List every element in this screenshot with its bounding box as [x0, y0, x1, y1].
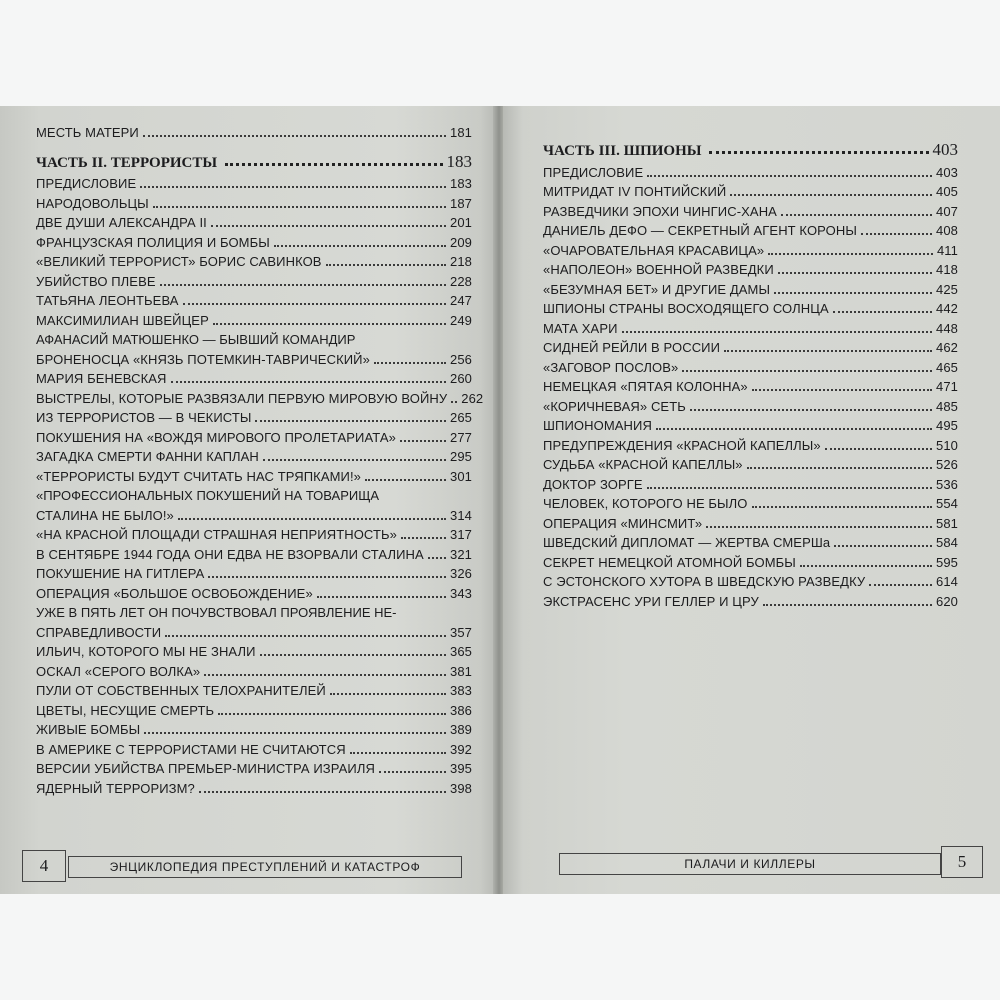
dot-leader [374, 362, 446, 364]
toc-entry-title: «ЗАГОВОР ПОСЛОВ» [543, 359, 679, 375]
toc-entry-title: ШПИОНОМАНИЯ [543, 418, 652, 433]
toc-entry-page: 314 [450, 507, 472, 523]
toc-entry-page: 277 [450, 429, 472, 445]
toc-entry-title: УБИЙСТВО ПЛЕВЕ [36, 273, 156, 289]
dot-leader [255, 420, 446, 422]
toc-entry [36, 388, 484, 408]
toc-entry-title: МАТА ХАРИ [543, 320, 618, 336]
toc-entry-title-line: АФАНАСИЙ МАТЮШЕНКО — БЫВШИЙ КОМАНДИР [36, 331, 356, 347]
toc-entry [543, 377, 958, 397]
toc-entry-page: 554 [936, 496, 958, 511]
dot-leader [401, 537, 446, 539]
toc-entry-page: 228 [450, 273, 472, 289]
dot-leader [622, 331, 932, 333]
toc-entry-title: ЖИВЫЕ БОМБЫ [36, 722, 141, 737]
toc-entry [36, 583, 472, 603]
dot-leader [768, 253, 933, 255]
toc-entry [36, 642, 472, 662]
dot-leader [165, 635, 446, 637]
toc-entry [36, 466, 472, 486]
toc-entry-page: 442 [936, 301, 958, 316]
dot-leader [178, 518, 446, 520]
dot-leader [379, 771, 446, 773]
dot-leader [260, 654, 446, 656]
toc-entry-page: 407 [936, 203, 958, 219]
toc-entry-page: 209 [450, 234, 472, 250]
dot-leader [326, 264, 446, 266]
toc-entry-page: 485 [936, 398, 958, 414]
toc-entry-title: ИЗ ТЕРРОРИСТОВ — В ЧЕКИСТЫ [36, 410, 252, 425]
dot-leader [682, 370, 932, 372]
toc-entry-page: 403 [936, 164, 958, 180]
toc-entry-title: «ТЕРРОРИСТЫ БУДУТ СЧИТАТЬ НАС ТРЯПКАМИ!» [36, 468, 362, 484]
toc-entry [543, 260, 958, 280]
toc-entry-page: 471 [936, 379, 958, 394]
toc-entry [36, 525, 472, 545]
toc-entry-page: 510 [936, 437, 958, 453]
toc-entry-page: 411 [936, 242, 958, 258]
toc-entry [36, 603, 472, 642]
toc-entry-title: СУДЬБА «КРАСНОЙ КАПЕЛЛЫ» [543, 457, 743, 472]
toc-entry-title: МАРИЯ БЕНЕВСКАЯ [36, 371, 167, 386]
part-heading [36, 144, 472, 172]
toc-entry-page: 398 [450, 780, 472, 796]
dot-leader [225, 163, 442, 166]
toc-entry-title: МЕСТЬ МАТЕРИ [36, 124, 139, 140]
toc-entry-title: СПРАВЕДЛИВОСТИ [36, 624, 162, 640]
toc-entry-page: 425 [936, 281, 958, 297]
toc-entry-page: 295 [450, 449, 472, 464]
toc-entry [543, 416, 958, 436]
left-page-number: 4 [22, 850, 66, 882]
dot-leader [833, 311, 932, 313]
toc-entry-page: 343 [450, 585, 472, 601]
dot-leader [317, 596, 446, 598]
toc-entry [36, 122, 472, 142]
toc-entry-title: ОПЕРАЦИЯ «БОЛЬШОЕ ОСВОБОЖДЕНИЕ» [36, 585, 313, 601]
toc-entry-page: 383 [450, 683, 472, 698]
toc-entry-page: 395 [450, 761, 472, 776]
toc-entry-page: 620 [936, 593, 958, 609]
toc-entry-page: 326 [450, 566, 472, 581]
dot-leader [208, 576, 446, 578]
dot-leader [263, 459, 446, 461]
dot-leader [690, 409, 932, 411]
toc-entry-page: 183 [450, 176, 472, 191]
toc-entry [36, 310, 472, 330]
toc-entry [543, 494, 958, 514]
toc-entry-title: ТАТЬЯНА ЛЕОНТЬЕВА [36, 293, 179, 308]
toc-entry [543, 533, 958, 553]
toc-entry [36, 193, 472, 213]
toc-entry [36, 369, 472, 389]
toc-entry-page: 386 [450, 702, 472, 718]
toc-entry [36, 700, 472, 720]
right-toc [543, 130, 958, 611]
dot-leader [204, 674, 446, 676]
toc-entry-title: ОСКАЛ «СЕРОГО ВОЛКА» [36, 663, 201, 679]
toc-entry [543, 201, 958, 221]
toc-entry-page: 256 [450, 351, 472, 367]
toc-entry-title: В АМЕРИКЕ С ТЕРРОРИСТАМИ НЕ СЧИТАЮТСЯ [36, 741, 346, 757]
toc-entry-page: 381 [450, 663, 472, 679]
toc-entry [543, 240, 958, 260]
toc-entry-title: ЭКСТРАСЕНС УРИ ГЕЛЛЕР И ЦРУ [543, 593, 759, 609]
toc-entry-title: ПУЛИ ОТ СОБСТВЕННЫХ ТЕЛОХРАНИТЕЛЕЙ [36, 683, 326, 698]
toc-entry [543, 162, 958, 182]
toc-entry-title: ИЛЬИЧ, КОТОРОГО МЫ НЕ ЗНАЛИ [36, 644, 256, 659]
dot-leader [869, 584, 932, 586]
toc-entry [543, 513, 958, 533]
dot-leader [365, 479, 446, 481]
dot-leader [778, 272, 932, 274]
toc-entry-page: 365 [450, 644, 472, 659]
toc-entry-page: 317 [450, 527, 472, 542]
toc-entry-title: МАКСИМИЛИАН ШВЕЙЦЕР [36, 312, 209, 328]
toc-entry [36, 427, 472, 447]
dot-leader [428, 557, 446, 559]
toc-entry-row [36, 505, 472, 525]
dot-leader [656, 428, 932, 430]
toc-entry-title: ПОКУШЕНИЯ НА «ВОЖДЯ МИРОВОГО ПРОЛЕТАРИАТА» [36, 429, 396, 445]
part-heading-page: 183 [446, 151, 472, 171]
dot-leader [706, 526, 932, 528]
toc-entry-title: ЯДЕРНЫЙ ТЕРРОРИЗМ? [36, 780, 195, 796]
toc-entry-title: «ОЧАРОВАТЕЛЬНАЯ КРАСАВИЦА» [543, 242, 765, 258]
toc-entry-title: ПРЕДИСЛОВИЕ [36, 176, 137, 191]
toc-entry [543, 474, 958, 494]
toc-entry [36, 252, 472, 272]
dot-leader [218, 713, 446, 715]
dot-leader [183, 303, 446, 305]
toc-entry [543, 572, 958, 592]
toc-entry-title: «НА КРАСНОЙ ПЛОЩАДИ СТРАШНАЯ НЕПРИЯТНОСТЬ» [36, 527, 397, 542]
toc-entry [36, 330, 472, 369]
toc-entry [543, 338, 958, 358]
toc-entry-title: С ЭСТОНСКОГО ХУТОРА В ШВЕДСКУЮ РАЗВЕДКУ [543, 574, 866, 589]
toc-entry-page: 201 [450, 215, 472, 230]
dot-leader [144, 732, 446, 734]
toc-entry-page: 181 [450, 124, 472, 140]
dot-leader [160, 284, 446, 286]
toc-entry-title: ДАНИЕЛЬ ДЕФО — СЕКРЕТНЫЙ АГЕНТ КОРОНЫ [543, 223, 857, 238]
dot-leader [400, 440, 446, 442]
toc-entry [543, 299, 958, 319]
toc-entry-page: 408 [936, 223, 958, 238]
toc-entry-title: НАРОДОВОЛЬЦЫ [36, 195, 149, 211]
toc-entry-title: СТАЛИНА НЕ БЫЛО!» [36, 507, 174, 523]
part-heading [543, 132, 958, 160]
toc-entry [36, 544, 472, 564]
dot-leader [834, 545, 932, 547]
toc-entry-page: 448 [936, 320, 958, 336]
right-running-footer: ПАЛАЧИ И КИЛЛЕРЫ [559, 853, 941, 875]
toc-entry-page: 584 [936, 535, 958, 550]
dot-leader [143, 135, 446, 137]
toc-entry-title-line: УЖЕ В ПЯТЬ ЛЕТ ОН ПОЧУВСТВОВАЛ ПРОЯВЛЕНИЕ НЕ- [36, 604, 397, 620]
toc-entry-page: 418 [936, 262, 958, 277]
toc-entry-page: 218 [450, 254, 472, 269]
toc-entry [36, 271, 472, 291]
toc-entry-page: 262 [461, 390, 484, 406]
dot-leader [274, 245, 446, 247]
toc-entry-title: ВЕРСИИ УБИЙСТВА ПРЕМЬЕР-МИНИСТРА ИЗРАИЛЯ [36, 761, 375, 776]
dot-leader [213, 323, 446, 325]
dot-leader [140, 186, 446, 188]
toc-entry [36, 739, 472, 759]
toc-entry [36, 720, 472, 740]
toc-entry-page: 187 [450, 195, 472, 211]
toc-entry-title: МИТРИДАТ IV ПОНТИЙСКИЙ [543, 184, 727, 199]
toc-entry [36, 778, 472, 798]
left-running-footer: ЭНЦИКЛОПЕДИЯ ПРЕСТУПЛЕНИЙ И КАТАСТРОФ [68, 856, 462, 878]
toc-entry-page: 595 [936, 554, 958, 570]
toc-entry-page: 495 [936, 418, 958, 433]
toc-entry [36, 213, 472, 233]
dot-leader [199, 791, 446, 793]
toc-entry-page: 321 [450, 546, 472, 562]
toc-entry [543, 591, 958, 611]
toc-entry-title: РАЗВЕДЧИКИ ЭПОХИ ЧИНГИС-ХАНА [543, 203, 777, 219]
toc-entry-title: «НАПОЛЕОН» ВОЕННОЙ РАЗВЕДКИ [543, 262, 774, 277]
dot-leader [153, 206, 446, 208]
toc-entry-title: «ВЕЛИКИЙ ТЕРРОРИСТ» БОРИС САВИНКОВ [36, 254, 322, 269]
toc-entry-title: ЧЕЛОВЕК, КОТОРОГО НЕ БЫЛО [543, 496, 748, 511]
toc-entry-page: 536 [936, 476, 958, 492]
open-book [0, 106, 1000, 894]
toc-entry [36, 564, 472, 584]
dot-leader [171, 381, 446, 383]
toc-entry-page: 265 [450, 410, 472, 425]
toc-entry-title: ВЫСТРЕЛЫ, КОТОРЫЕ РАЗВЯЗАЛИ ПЕРВУЮ МИРОВУЮ ВОЙНУ [36, 390, 448, 406]
dot-leader [861, 233, 932, 235]
toc-entry-title: «БЕЗУМНАЯ БЕТ» И ДРУГИЕ ДАМЫ [543, 281, 771, 297]
toc-entry-title: СИДНЕЙ РЕЙЛИ В РОССИИ [543, 340, 721, 355]
toc-entry-page: 247 [450, 293, 472, 308]
toc-entry-page: 614 [936, 574, 958, 589]
toc-entry-title: ДВЕ ДУШИ АЛЕКСАНДРА II [36, 215, 207, 230]
toc-entry [36, 174, 472, 194]
toc-entry-page: 465 [936, 359, 958, 375]
part-heading-title: ЧАСТЬ II. ТЕРРОРИСТЫ [36, 154, 218, 171]
toc-entry-page: 581 [936, 515, 958, 531]
right-page-number: 5 [941, 846, 983, 878]
dot-leader [763, 604, 932, 606]
toc-entry-title: ОПЕРАЦИЯ «МИНСМИТ» [543, 515, 703, 531]
toc-entry-title: ПРЕДИСЛОВИЕ [543, 164, 644, 180]
toc-entry-row [36, 349, 472, 369]
toc-entry-title: ПОКУШЕНИЕ НА ГИТЛЕРА [36, 566, 205, 581]
toc-entry-title: ШВЕДСКИЙ ДИПЛОМАТ — ЖЕРТВА СМЕРШа [543, 535, 831, 550]
toc-entry-page: 389 [450, 722, 472, 737]
dot-leader [747, 467, 932, 469]
dot-leader [825, 448, 932, 450]
dot-leader [774, 292, 932, 294]
toc-entry [543, 552, 958, 572]
dot-leader [709, 151, 928, 154]
toc-entry-page: 405 [936, 184, 958, 199]
toc-entry [543, 221, 958, 241]
dot-leader [724, 350, 932, 352]
left-toc [36, 122, 484, 798]
toc-entry-page: 249 [450, 312, 472, 328]
toc-entry-title: ЦВЕТЫ, НЕСУЩИЕ СМЕРТЬ [36, 702, 215, 718]
toc-entry-title: ШПИОНЫ СТРАНЫ ВОСХОДЯЩЕГО СОЛНЦА [543, 301, 829, 316]
dot-leader [350, 752, 446, 754]
toc-entry [543, 318, 958, 338]
toc-entry [543, 396, 958, 416]
toc-entry-title: БРОНЕНОСЦА «КНЯЗЬ ПОТЕМКИН-ТАВРИЧЕСКИЙ» [36, 351, 370, 367]
toc-entry-title: ФРАНЦУЗСКАЯ ПОЛИЦИЯ И БОМБЫ [36, 234, 270, 250]
toc-entry-title: СЕКРЕТ НЕМЕЦКОЙ АТОМНОЙ БОМБЫ [543, 554, 796, 570]
dot-leader [752, 506, 932, 508]
toc-entry-title: В СЕНТЯБРЕ 1944 ГОДА ОНИ ЕДВА НЕ ВЗОРВАЛИ СТАЛИНА [36, 546, 424, 562]
dot-leader [752, 389, 932, 391]
toc-entry-page: 357 [450, 624, 472, 640]
toc-entry-title-line: «ПРОФЕССИОНАЛЬНЫХ ПОКУШЕНИЙ НА ТОВАРИЩА [36, 487, 380, 503]
toc-entry-title: ПРЕДУПРЕЖДЕНИЯ «КРАСНОЙ КАПЕЛЛЫ» [543, 437, 821, 453]
toc-entry [543, 279, 958, 299]
dot-leader [781, 214, 932, 216]
toc-entry [543, 182, 958, 202]
toc-entry-page: 260 [450, 371, 472, 386]
dot-leader [647, 175, 932, 177]
toc-entry-page: 526 [936, 457, 958, 472]
toc-entry [36, 486, 472, 525]
toc-entry [543, 455, 958, 475]
part-heading-title: ЧАСТЬ III. ШПИОНЫ [543, 143, 702, 159]
toc-entry-title: «КОРИЧНЕВАЯ» СЕТЬ [543, 398, 686, 414]
toc-entry-title: НЕМЕЦКАЯ «ПЯТАЯ КОЛОННА» [543, 379, 748, 394]
toc-entry-page: 392 [450, 741, 472, 757]
dot-leader [800, 565, 932, 567]
toc-entry [36, 408, 472, 428]
dot-leader [211, 225, 446, 227]
dot-leader [647, 487, 932, 489]
toc-entry [36, 681, 472, 701]
dot-leader [451, 401, 457, 403]
toc-entry [36, 232, 472, 252]
toc-entry [36, 447, 472, 467]
toc-entry [36, 291, 472, 311]
left-page [0, 106, 495, 894]
toc-entry [543, 357, 958, 377]
toc-entry-page: 301 [450, 468, 472, 484]
toc-entry [36, 759, 472, 779]
toc-entry-title: ЗАГАДКА СМЕРТИ ФАННИ КАПЛАН [36, 449, 259, 464]
toc-entry-row [36, 622, 472, 642]
right-page [503, 106, 1000, 894]
part-heading-page: 403 [932, 140, 958, 159]
toc-entry [36, 661, 472, 681]
toc-entry-page: 462 [936, 340, 958, 355]
toc-entry [543, 435, 958, 455]
dot-leader [730, 194, 932, 196]
dot-leader [330, 693, 446, 695]
toc-entry-title: ДОКТОР ЗОРГЕ [543, 476, 643, 492]
